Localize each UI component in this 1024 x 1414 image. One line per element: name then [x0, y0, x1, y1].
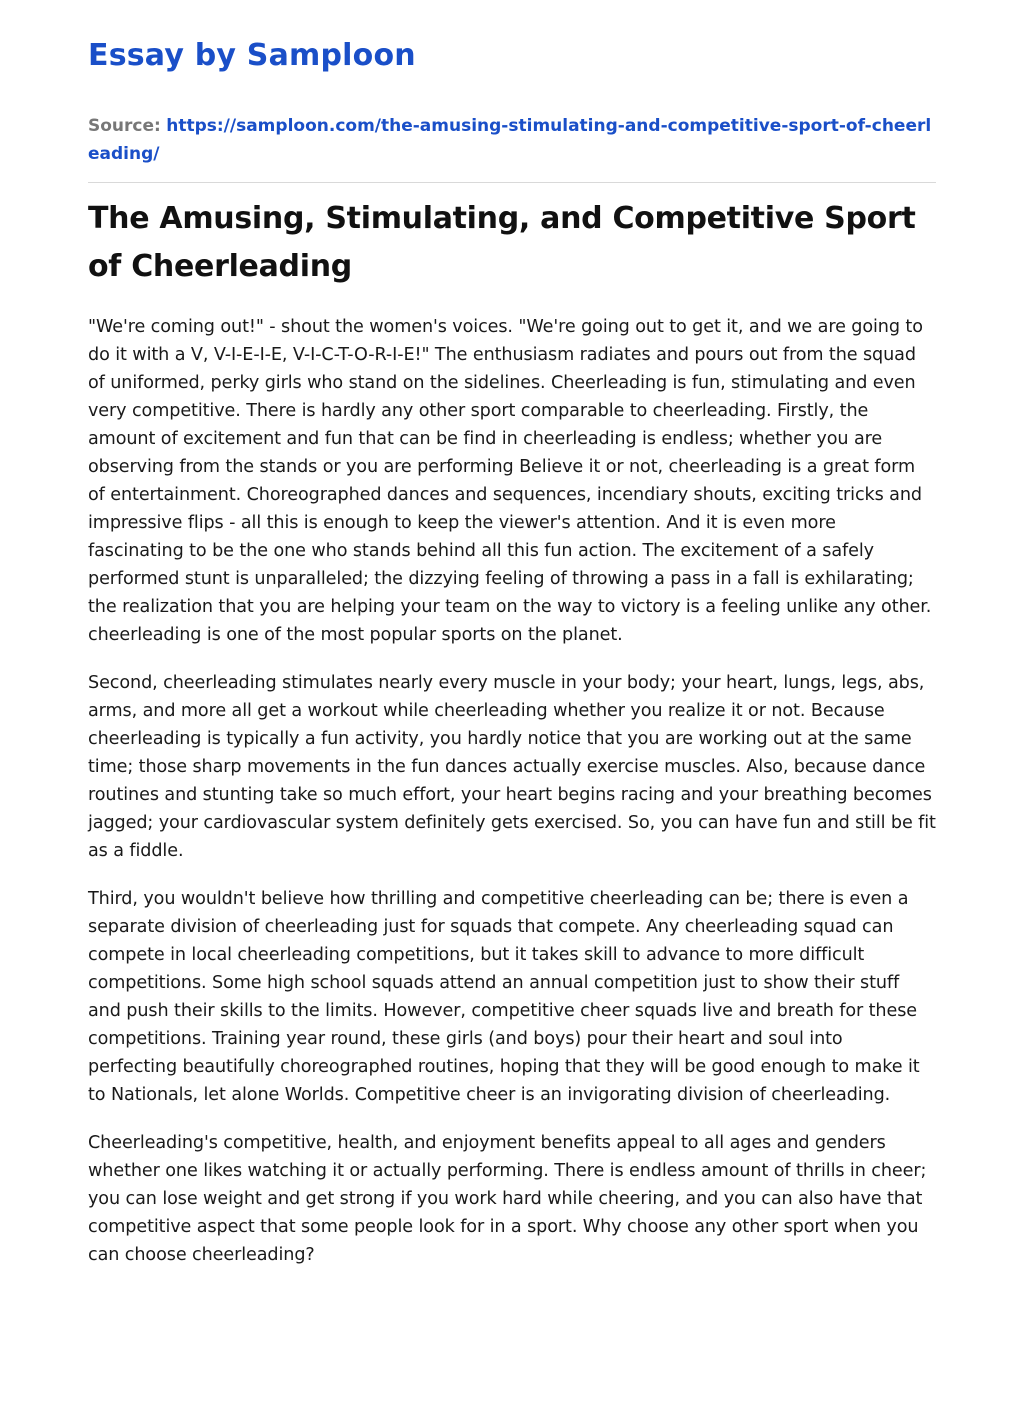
essay-paragraph: Second, cheerleading stimulates nearly every muscle in your body; your heart, lungs, legs, abs, arms, and more all get a workout while cheerleading whether you realize it or not. Because cheerleading is typically a fun activity, you hardly notice that you are working out at the same time; those sharp movements in the fun dances actually exercise muscles. Also, because dance routines and stunting take so much effort, your heart begins racing and your breathing becomes jagged; your cardiovascular system definitely gets exercised. So, you can have fun and still be fit as a fiddle.: [88, 673, 936, 861]
source-link[interactable]: https://samploon.com/the-amusing-stimulating-and-competitive-sport-of-cheerleading/: [88, 116, 932, 164]
header-divider: [88, 182, 936, 183]
essay-paragraph: "We're coming out!" - shout the women's voices. "We're going out to get it, and we are going to do it with a V, V-I-E-I-E, V-I-C-T-O-R-I-E!" The enthusiasm radiates and pours out from the squad of uniformed, perky girls who stand on the sidelines. Cheerleading is fun, stimulating and even very competitive. There is hardly any other sport comparable to cheerleading. Firstly, the amount of excitement and fun that can be find in cheerleading is endless; whether you are observing from the stands or you are performing Believe it or not, cheerleading is a great form of entertainment. Choreographed dances and sequences, incendiary shouts, exciting tricks and impressive flips - all this is enough to keep the viewer's attention. And it is even more fascinating to be the one who stands behind all this fun action. The excitement of a safely performed stunt is unparalleled; the dizzying feeling of throwing a pass in a fall is exhilarating; the realization that you are helping your team on the way to victory is a feeling unlike any other. cheerleading is one of the most popular sports on the planet.: [88, 317, 932, 645]
site-brand: Essay by Samploon: [88, 38, 416, 73]
essay-paragraph: Third, you wouldn't believe how thrilling and competitive cheerleading can be; there is even a separate division of cheerleading just for squads that compete. Any cheerleading squad can compete in local cheerleading competitions, but it takes skill to advance to more difficult competitions. Some high school squads attend an annual competition just to show their stuff and push their skills to the limits. However, competitive cheer squads live and breath for these competitions. Training year round, these girls (and boys) pour their heart and soul into perfecting beautifully choreographed routines, hoping that they will be good enough to make it to Nationals, let alone Worlds. Competitive cheer is an invigorating division of cheerleading.: [88, 889, 920, 1105]
source-label: Source:: [88, 116, 161, 136]
essay-body: [88, 313, 936, 1269]
source-line: [88, 112, 936, 168]
essay-paragraph: Cheerleading's competitive, health, and enjoyment benefits appeal to all ages and genders whether one likes watching it or actually performing. There is endless amount of thrills in cheer; you can lose weight and get strong if you work hard while cheering, and you can also have that competitive aspect that some people look for in a sport. Why choose any other sport when you can choose cheerleading?: [88, 1133, 927, 1265]
essay-title: The Amusing, Stimulating, and Competitive Sport of Cheerleading: [88, 201, 916, 284]
